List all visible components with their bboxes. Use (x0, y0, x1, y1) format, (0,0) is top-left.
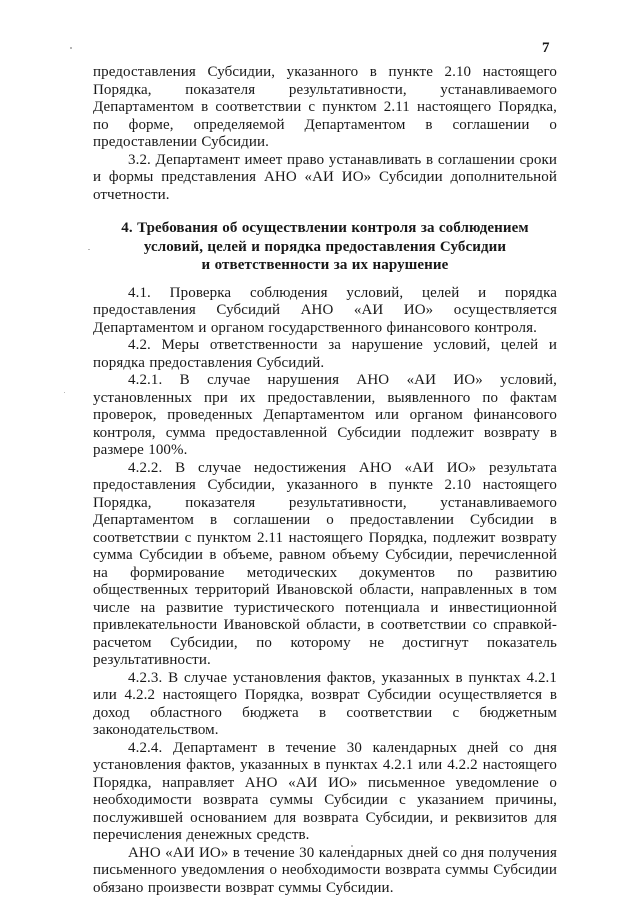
paragraph-4-1: 4.1. Проверка соблюдения условий, целей и порядка предоставления Субсидий АНО «АИ ИО» осуществляется Департаментом и органом государственного финансового контроля. (93, 284, 557, 336)
document-body (93, 64, 557, 897)
scan-artifact (497, 866, 499, 867)
paragraph-4-2-1: 4.2.1. В случае нарушения АНО «АИ ИО» условий, установленных при их предоставлении, выявленного по фактам проверок, проведенных Департаментом или органом финансового контроля, сумма предоставленной Субсидии подлежит возврату в размере 100%. (93, 372, 557, 458)
page-number: 7 (542, 40, 550, 56)
paragraph-4-2-2: 4.2.2. В случае недостижения АНО «АИ ИО» результата предоставления Субсидии, указанного в пункте 2.10 настоящего Порядка, показателя результативности, устанавливаемого Департаментом в соглашении о предоставлении Субсидии в соответствии с пунктом 2.11 настоящего Порядка, подлежит возврату сумма Субсидии в объеме, равном объему Субсидии, перечисленной на формирование методических документов по развитию общественных территорий Ивановской области, направленных в том числе на развитие туристического потенциала и инвестиционной привлекательности Ивановской области, в соответствии со справкой-расчетом Субсидии, по которому не достигнут показатель результативности. (93, 459, 557, 668)
section-heading-line-2: условий, целей и порядка предоставления Субсидии (143, 238, 507, 255)
paragraph-4-2-4: 4.2.4. Департамент в течение 30 календарных дней со дня установления фактов, указанных в пунктах 4.2.1 или 4.2.2 настоящего Порядка, направляет АНО «АИ ИО» письменное уведомление о необходимости возврата суммы Субсидии с указанием причины, послужившей основанием для возврата Субсидии, и реквизитов для перечисления денежных средств. (93, 739, 557, 843)
section-4-heading (93, 219, 557, 275)
section-heading-line-3: и ответственности за их нарушение (201, 257, 449, 273)
paragraph-3-2: 3.2. Департамент имеет право устанавливать в соглашении сроки и формы представления АНО «АИ ИО» Субсидии дополнительной отчетности. (93, 151, 557, 203)
scan-artifact (536, 866, 538, 867)
paragraph-final: АНО «АИ ИО» в течение 30 календарных дней со дня получения письменного уведомления о необходимости возврата суммы Субсидии обязано произвести возврат суммы Субсидии. (93, 844, 557, 896)
paragraph-4-2-3: 4.2.3. В случае установления фактов, указанных в пунктах 4.2.1 или 4.2.2 настоящего Порядка, возврат Субсидии осуществляется в доход областного бюджета в соответствии с бюджетным законодательством. (93, 669, 557, 738)
scan-artifact (70, 47, 72, 49)
scan-artifact (64, 392, 65, 393)
paragraph-continuation: предоставления Субсидии, указанного в пункте 2.10 настоящего Порядка, показателя результативности, устанавливаемого Департаментом в соответствии с пунктом 2.11 настоящего Порядка, по форме, определяемой Департаментом в соглашении о предоставлении Субсидии. (93, 64, 557, 150)
section-heading-line-1: 4. Требования об осуществлении контроля за соблюдением (121, 220, 529, 236)
scan-artifact (351, 845, 353, 847)
scan-artifact (88, 249, 90, 250)
paragraph-4-2: 4.2. Меры ответственности за нарушение условий, целей и порядка предоставления Субсидий. (93, 337, 557, 371)
